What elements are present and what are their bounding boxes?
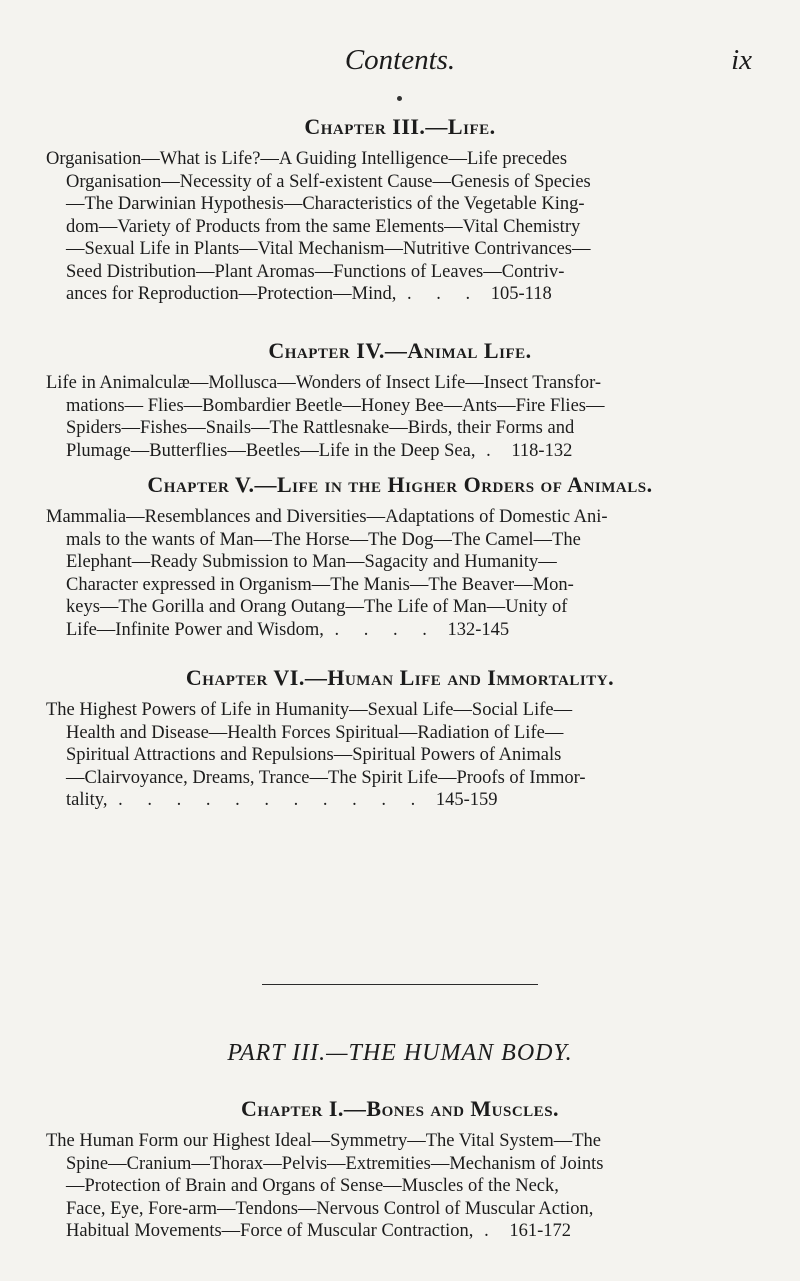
summary-line: Plumage—Butterflies—Beetles—Life in the Deep Sea,: [66, 440, 476, 461]
summary-line: keys—The Gorilla and Orang Outang—The Life of Man—Unity of: [66, 597, 568, 617]
page-range: 161-172: [509, 1221, 571, 1241]
running-head: [0, 44, 800, 88]
summary-line: —The Darwinian Hypothesis—Characteristics of the Vegetable King-: [66, 194, 585, 214]
summary-line: dom—Variety of Products from the same Elements—Vital Chemistry: [66, 216, 581, 237]
summary-line: —Clairvoyance, Dreams, Trance—The Spirit Life—Proofs of Immor-: [66, 767, 586, 788]
summary-last-line: [46, 283, 754, 306]
summary-line: The Human Form our Highest Ideal—Symmetry—The Vital System—The: [46, 1131, 601, 1151]
dot-leader: . . .: [407, 284, 481, 304]
chapter-summary: [46, 699, 754, 812]
dot-leader: .: [486, 440, 501, 461]
chapter-heading: Chapter IV.—Animal Life.: [268, 338, 532, 363]
summary-line: Organisation—What is Life?—A Guiding Intelligence—Life precedes: [46, 149, 568, 169]
summary-last-line: [46, 1220, 754, 1243]
summary-line: Character expressed in Organism—The Manis—The Beaver—Mon-: [66, 574, 574, 595]
page-range: 118-132: [511, 440, 573, 461]
page-range: 145-159: [435, 790, 498, 810]
summary-last-line: [46, 789, 754, 812]
section-divider: [262, 984, 538, 985]
summary-line: —Sexual Life in Plants—Vital Mechanism—Nutritive Contrivances—: [66, 239, 591, 259]
summary-line: —Protection of Brain and Organs of Sense—Muscles of the Neck,: [66, 1176, 559, 1196]
summary-line: Mammalia—Resemblances and Diversities—Adaptations of Domestic Ani-: [46, 507, 608, 527]
summary-last-line: [46, 619, 754, 642]
dot-leader: . . . .: [334, 619, 437, 640]
summary-line: Life—Infinite Power and Wisdom,: [66, 619, 324, 640]
summary-line: Spiritual Attractions and Repulsions—Spiritual Powers of Animals: [66, 745, 562, 765]
chapter-summary: [46, 372, 754, 462]
summary-line: mals to the wants of Man—The Horse—The Dog—The Camel—The: [66, 529, 581, 550]
chapter-entry: [46, 1094, 754, 1243]
summary-line: Habitual Movements—Force of Muscular Contraction,: [66, 1221, 474, 1241]
chapter-heading: Chapter V.—Life in the Higher Orders of Animals.: [147, 472, 653, 497]
chapter-entry: [46, 470, 754, 641]
chapter-entry: [46, 663, 754, 812]
dot-leader: .: [484, 1221, 499, 1241]
chapter-summary: [46, 1130, 754, 1243]
summary-line: Spine—Cranium—Thorax—Pelvis—Extremities—Mechanism of Joints: [66, 1153, 604, 1174]
page-range: 105-118: [490, 284, 552, 304]
printer-dot: [397, 96, 402, 101]
chapter-heading: Chapter VI.—Human Life and Immortality.: [185, 665, 615, 690]
chapter-summary: [46, 506, 754, 641]
running-head-title: Contents.: [344, 44, 456, 76]
summary-line: Elephant—Ready Submission to Man—Sagacity and Humanity—: [66, 552, 557, 572]
summary-line: Organisation—Necessity of a Self-existent Cause—Genesis of Species: [66, 171, 591, 192]
dot-leader: . . . . . . . . . . .: [118, 790, 426, 810]
summary-line: Spiders—Fishes—Snails—The Rattlesnake—Birds, their Forms and: [66, 418, 575, 438]
part-title: PART III.—THE HUMAN BODY.: [227, 1040, 573, 1066]
summary-line: tality,: [66, 790, 108, 810]
summary-line: ances for Reproduction—Protection—Mind,: [66, 284, 397, 304]
summary-line: mations— Flies—Bombardier Beetle—Honey Bee—Ants—Fire Flies—: [66, 395, 605, 416]
chapter-heading: Chapter I.—Bones and Muscles.: [240, 1096, 560, 1121]
summary-line: Health and Disease—Health Forces Spiritual—Radiation of Life—: [66, 722, 564, 743]
chapter-heading: Chapter III.—Life.: [304, 114, 496, 139]
page-range: 132-145: [447, 619, 510, 640]
summary-last-line: [46, 440, 754, 463]
page-number: ix: [731, 44, 752, 76]
chapter-summary: [46, 148, 754, 306]
summary-line: Life in Animalculæ—Mollusca—Wonders of Insect Life—Insect Transfor-: [46, 373, 602, 393]
chapter-entry: [46, 336, 754, 462]
chapter-entry: [46, 112, 754, 306]
summary-line: Seed Distribution—Plant Aromas—Functions of Leaves—Contriv-: [66, 261, 565, 282]
summary-line: The Highest Powers of Life in Humanity—Sexual Life—Social Life—: [46, 700, 573, 720]
summary-line: Face, Eye, Fore-arm—Tendons—Nervous Control of Muscular Action,: [66, 1198, 594, 1219]
